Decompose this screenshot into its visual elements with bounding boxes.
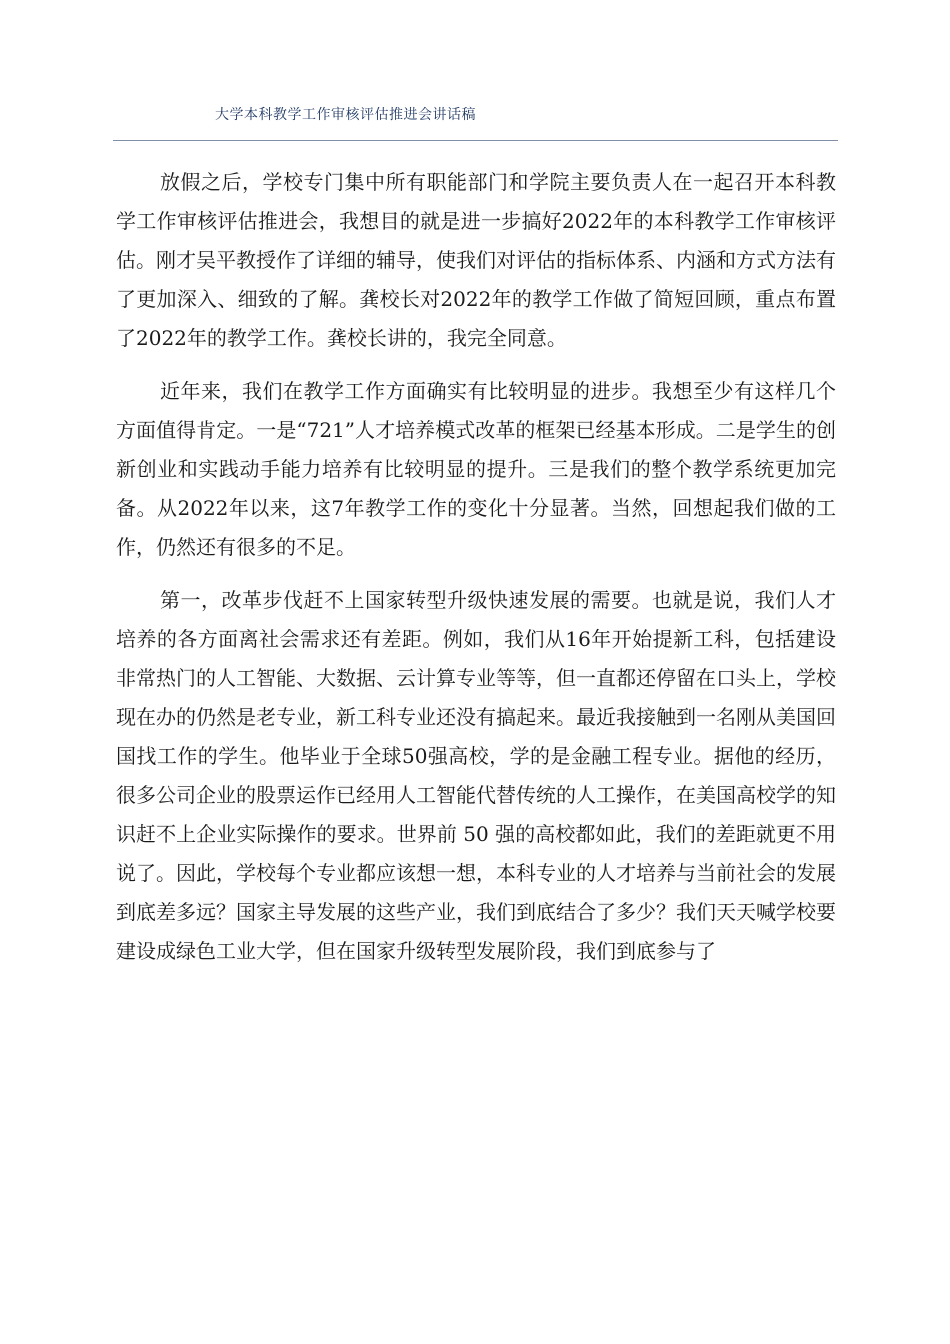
body-paragraph: 第一，改革步伐赶不上国家转型升级快速发展的需要。也就是说，我们人才培养的各方面离社会需求还有差距。例如，我们从16年开始提新工科，包括建设非常热门的人工智能、大数据、云计算专业等等，但一直都还停留在口头上，学校现在办的仍然是老专业，新工科专业还没有搞起来。最近我接触到一名刚从美国回国找工作的学生。他毕业于全球50强高校，学的是金融工程专业。据他的经历，很多公司企业的股票运作已经用人工智能代替传统的人工操作，在美国高校学的知识赶不上企业实际操作的要求。世界前 50 强的高校都如此，我们的差距就更不用说了。因此，学校每个专业都应该想一想，本科专业的人才培养与当前社会的发展到底差多远？国家主导发展的这些产业，我们到底结合了多少？我们天天喊学校要建设成绿色工业大学，但在国家升级转型发展阶段，我们到底参与了 xyxy=(116,588,836,963)
body-paragraph: 近年来，我们在教学工作方面确实有比较明显的进步。我想至少有这样几个方面值得肯定。一是“721”人才培养模式改革的框架已经基本形成。二是学生的创新创业和实践动手能力培养有比较明显的提升。三是我们的整个教学系统更加完备。从2022年以来，这7年教学工作的变化十分显著。当然，回想起我们做的工作，仍然还有很多的不足。 xyxy=(116,379,836,559)
header-divider xyxy=(113,140,838,141)
document-body xyxy=(116,163,836,985)
running-header-title: 大学本科教学工作审核评估推进会讲话稿 xyxy=(215,107,476,123)
body-paragraph: 放假之后，学校专门集中所有职能部门和学院主要负责人在一起召开本科教学工作审核评估推进会，我想目的就是进一步搞好2022年的本科教学工作审核评估。刚才吴平教授作了详细的辅导，使我们对评估的指标体系、内涵和方式方法有了更加深入、细致的了解。龚校长对2022年的教学工作做了简短回顾，重点布置了2022年的教学工作。龚校长讲的，我完全同意。 xyxy=(116,170,836,350)
